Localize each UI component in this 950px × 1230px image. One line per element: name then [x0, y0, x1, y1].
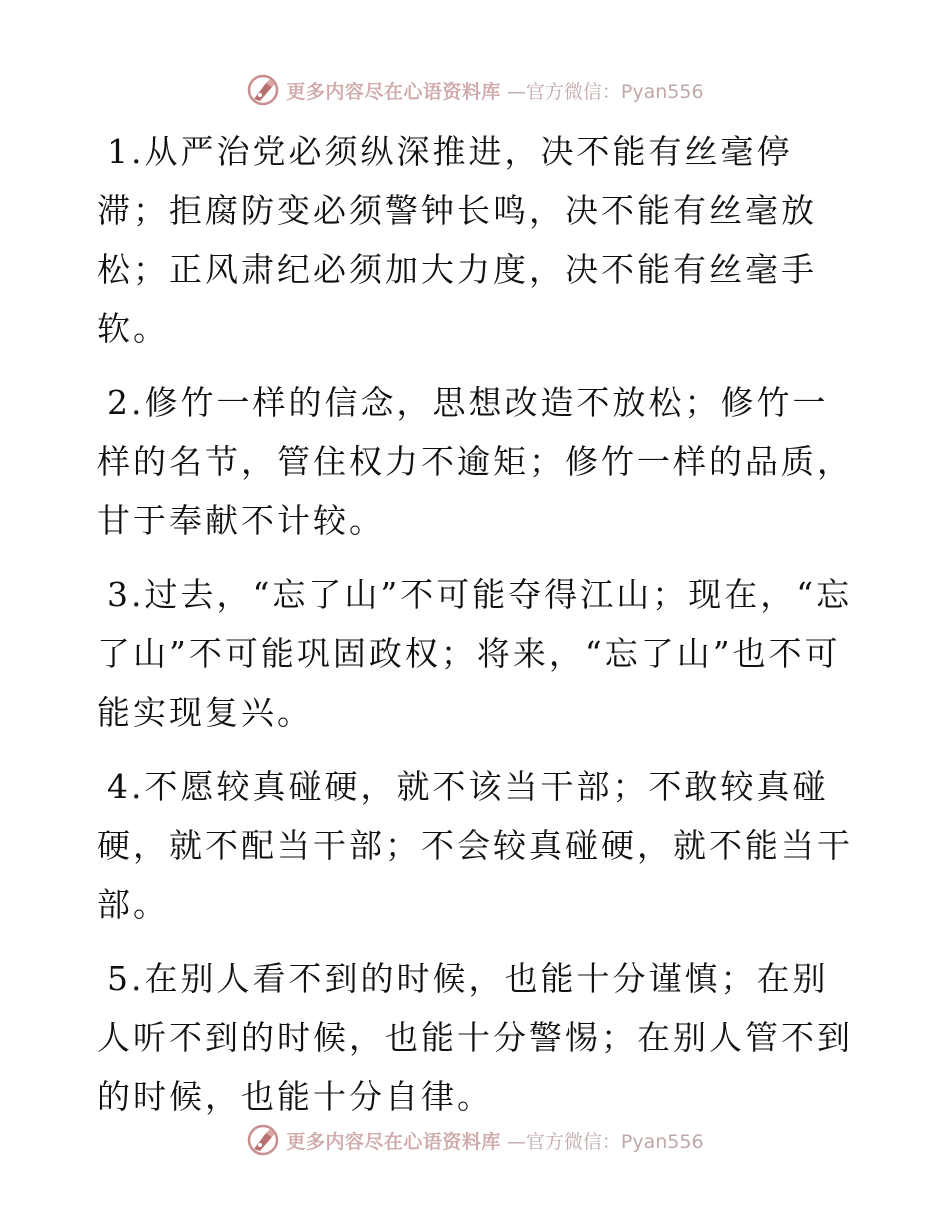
paragraph-text: 不愿较真碰硬，就不该当干部；不敢较真碰硬，就不配当干部；不会较真碰硬，就不能当干部。 — [97, 767, 853, 924]
paragraph-2 — [97, 373, 857, 550]
paragraph-number: 2. — [107, 383, 145, 422]
footer-watermark — [0, 1120, 950, 1160]
watermark-sub-text: —官方微信：Pyan556 — [506, 1130, 704, 1153]
header-watermark — [0, 70, 950, 110]
paragraph-number: 1. — [107, 132, 145, 171]
paragraph-text: 修竹一样的信念，思想改造不放松；修竹一样的名节，管住权力不逾矩；修竹一样的品质，甘于奉献不计较。 — [97, 383, 853, 540]
watermark-main-text: 更多内容尽在心语资料库 — [286, 1130, 501, 1153]
pen-nib-icon — [246, 73, 280, 107]
paragraph-number: 5. — [107, 959, 145, 998]
paragraph-number: 4. — [107, 767, 145, 806]
paragraph-text: 在别人看不到的时候，也能十分谨慎；在别人听不到的时候，也能十分警惕；在别人管不到的时候，也能十分自律。 — [97, 959, 853, 1116]
pen-nib-icon — [246, 1123, 280, 1157]
paragraph-1 — [97, 122, 857, 358]
content-body — [97, 122, 857, 1141]
paragraph-text: 从严治党必须纵深推进，决不能有丝毫停滞；拒腐防变必须警钟长鸣，决不能有丝毫放松；正风肃纪必须加大力度，决不能有丝毫手软。 — [97, 132, 817, 348]
paragraph-text: 过去，“忘了山”不可能夺得江山；现在，“忘了山”不可能巩固政权；将来，“忘了山”也不可能实现复兴。 — [97, 575, 853, 732]
paragraph-number: 3. — [107, 575, 145, 614]
watermark-sub-text: —官方微信：Pyan556 — [506, 80, 704, 103]
watermark-main-text: 更多内容尽在心语资料库 — [286, 80, 501, 103]
paragraph-3 — [97, 565, 857, 742]
paragraph-5 — [97, 949, 857, 1126]
paragraph-4 — [97, 757, 857, 934]
